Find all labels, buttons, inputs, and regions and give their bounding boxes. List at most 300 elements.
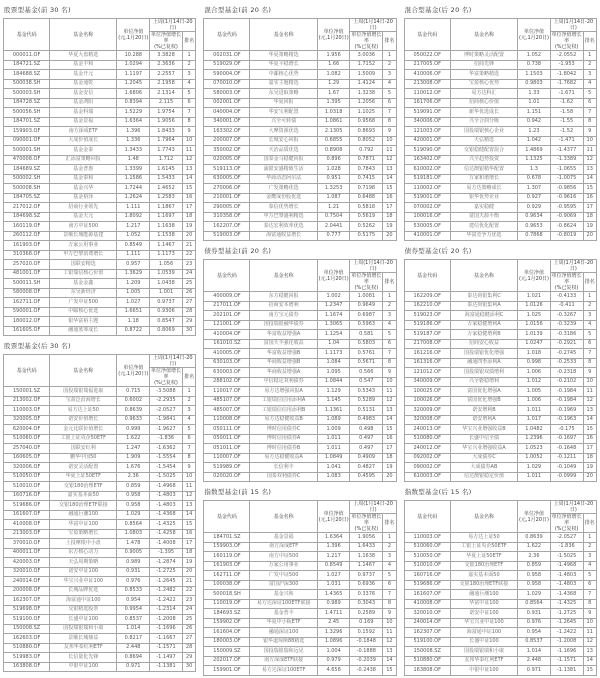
table-row <box>4 89 196 99</box>
unit-nav-cell: 0.9634 <box>518 212 551 222</box>
growth-rate-cell: 0.9649 <box>350 301 383 311</box>
rank-cell: 26 <box>182 288 195 298</box>
fund-name-cell: 融通巨潮100 <box>50 510 117 520</box>
growth-rate-cell: 1.0081 <box>350 292 383 302</box>
fund-code-cell: 630003.OF <box>204 368 250 378</box>
growth-rate-cell: -1.8042 <box>550 70 583 80</box>
rank-cell: 2 <box>583 60 596 70</box>
rank-cell: 17 <box>583 444 596 454</box>
rank-cell: 3 <box>583 311 596 321</box>
fund-code-header: 基金代码 <box>404 19 450 51</box>
fund-name-cell: 华夏平稳增长 <box>250 60 317 70</box>
rank-cell: 2 <box>583 542 596 552</box>
rank-cell: 5 <box>182 89 195 99</box>
fund-code-cell: 510010.OF <box>4 482 50 492</box>
table-row <box>204 136 396 146</box>
fund-name-cell: 华商收益增强B <box>250 358 317 368</box>
fund-code-cell: 240013.OF <box>404 425 450 435</box>
growth-rate-cell: -1.2725 <box>550 609 583 619</box>
fund-code-cell: 162210.OF <box>404 301 450 311</box>
fund-code-cell: 002031.OF <box>204 51 250 61</box>
growth-rate-cell: 1.1538 <box>150 231 183 241</box>
growth-rate-cell: -0.1697 <box>550 434 583 444</box>
rank-cell: 1 <box>182 51 195 61</box>
fund-name-cell: 长信利丰 <box>250 463 317 473</box>
fund-code-cell: 510010.OF <box>404 561 450 571</box>
unit-nav-cell: 1.0139 <box>518 330 551 340</box>
table-row <box>404 434 596 444</box>
growth-rate-cell: 2.1314 <box>150 89 183 99</box>
fund-name-cell: 万家和谐增长 <box>450 174 517 184</box>
rank-cell: 1 <box>583 533 596 543</box>
fund-table <box>203 500 396 676</box>
unit-nav-cell: 1.082 <box>317 70 350 80</box>
fund-code-cell: 161706.OF <box>404 98 450 108</box>
fund-code-cell: 288102.OF <box>204 377 250 387</box>
table-row <box>404 666 596 676</box>
rank-cell: 6 <box>383 339 396 349</box>
growth-rate-cell: -1.55 <box>550 117 583 127</box>
fund-name-cell: 诺安中证100 <box>50 567 117 577</box>
growth-rate-cell: -2.0527 <box>150 406 183 416</box>
unit-nav-cell: 2.36 <box>117 472 150 482</box>
rank-cell: 10 <box>383 136 396 146</box>
unit-nav-cell: 1.042 <box>518 136 551 146</box>
fund-code-cell: 519686.OF <box>404 580 450 590</box>
rank-cell: 8 <box>583 358 596 368</box>
unit-nav-cell: 1.029 <box>518 590 551 600</box>
rank-cell: 29 <box>182 653 195 663</box>
rank-cell: 8 <box>182 453 195 463</box>
table-row <box>4 415 196 425</box>
table-row <box>4 307 196 317</box>
rank-header: 排名 <box>583 32 596 51</box>
fund-name-cell: 基金开元 <box>50 70 117 80</box>
unit-nav-cell: 0.8533 <box>117 586 150 596</box>
unit-nav-cell: 0.8564 <box>518 599 551 609</box>
table-row <box>4 596 196 606</box>
unit-nav-cell: 0.8639 <box>117 406 150 416</box>
fund-name-cell: 景顺长城能源基建 <box>50 231 117 241</box>
unit-nav-cell: 1.029 <box>518 463 551 473</box>
fund-code-cell: 500003.SH <box>4 89 50 99</box>
column-left <box>3 2 196 676</box>
table-row <box>4 548 196 558</box>
fund-name-cell: 诺安增利B <box>450 406 517 416</box>
unit-nav-cell: 1.021 <box>518 292 551 302</box>
fund-name-cell: 融通四季添利A <box>450 358 517 368</box>
rank-cell: 20 <box>583 231 596 241</box>
table-row <box>204 165 396 175</box>
table-row <box>404 51 596 61</box>
fund-code-cell: 350002.OF <box>204 146 250 156</box>
growth-rate-cell: -0.2039 <box>350 656 383 666</box>
unit-nav-cell: 1.247 <box>117 444 150 454</box>
unit-nav-cell: 1.0156 <box>518 320 551 330</box>
growth-rate-cell: 1.7743 <box>150 146 183 156</box>
unit-nav-cell: 0.8217 <box>117 634 150 644</box>
rank-cell: 9 <box>583 127 596 137</box>
growth-rate-cell: -0.1984 <box>550 396 583 406</box>
unit-nav-cell: 0.976 <box>117 577 150 587</box>
rank-cell: 27 <box>182 298 195 308</box>
table-row <box>404 70 596 80</box>
fund-code-cell: 519029.OF <box>204 60 250 70</box>
growth-rate-cell: -1.7682 <box>550 79 583 89</box>
rank-cell: 4 <box>583 561 596 571</box>
growth-rate-cell: 1.0539 <box>150 269 183 279</box>
table-row <box>4 241 196 251</box>
table-row <box>4 396 196 406</box>
fund-name-cell: 大成价值成长 <box>50 136 117 146</box>
growth-rate-cell: -1.62 <box>550 98 583 108</box>
table-row <box>204 396 396 406</box>
fund-table <box>203 259 396 482</box>
fund-code-cell: 510080.OF <box>404 434 450 444</box>
growth-rate-cell: 0.498 <box>350 425 383 435</box>
growth-rate-cell: -1.1696 <box>550 647 583 657</box>
growth-rate-cell: 0.7871 <box>350 155 383 165</box>
growth-rate-cell: -0.9856 <box>550 184 583 194</box>
fund-name-cell: 基金安信 <box>50 89 117 99</box>
rank-cell: 11 <box>583 387 596 397</box>
fund-code-cell: 184689.SZ <box>4 165 50 175</box>
fund-name-cell: 南方中证500 <box>50 222 117 232</box>
table-row <box>4 174 196 184</box>
fund-name-cell: 富国天丰强化收益 <box>250 339 317 349</box>
growth-rate-cell: 0.8693 <box>350 127 383 137</box>
unit-nav-cell: 1.1674 <box>317 311 350 321</box>
growth-rate-header: 单位净值增长率 (%已复权) <box>351 32 382 50</box>
rank-cell: 9 <box>583 368 596 378</box>
growth-rate-cell: 1.5433 <box>150 174 183 184</box>
fund-name-cell: 易方达策略成长 <box>450 184 517 194</box>
table-row <box>4 491 196 501</box>
unit-nav-cell: 1.676 <box>117 463 150 473</box>
growth-rate-cell: 0.5262 <box>350 222 383 232</box>
unit-nav-cell: 1.6364 <box>117 117 150 127</box>
rank-cell: 15 <box>583 425 596 435</box>
fund-code-cell: 163808.OF <box>404 666 450 676</box>
growth-rate-cell: -0.8624 <box>550 222 583 232</box>
fund-name-cell: 博时信用债券C <box>250 425 317 435</box>
fund-name-cell: 诺安灵活配置 <box>50 463 117 473</box>
rank-cell: 4 <box>182 415 195 425</box>
fund-code-cell: 161010.SZ <box>204 339 250 349</box>
growth-rate-cell: -1.2008 <box>150 615 183 625</box>
fund-code-cell: 519181.OF <box>404 174 450 184</box>
unit-nav-cell: 1.4365 <box>317 590 350 600</box>
growth-rate-cell: 0.4909 <box>350 453 383 463</box>
rank-cell: 11 <box>583 146 596 156</box>
fund-code-cell: 150009.SZ <box>204 647 250 657</box>
fund-name-cell: 交银180治理ETF <box>50 482 117 492</box>
unit-nav-cell: 0.958 <box>117 501 150 511</box>
section-title: 股票型基金(前 30 名) <box>4 6 71 14</box>
fund-name-cell: 宝盈核心优势 <box>450 79 517 89</box>
rank-cell: 13 <box>583 165 596 175</box>
growth-rate-cell: 0.4827 <box>350 463 383 473</box>
table-row <box>404 311 596 321</box>
fund-code-cell: 162711.OF <box>204 571 250 581</box>
growth-rate-cell: -0.3186 <box>550 330 583 340</box>
unit-nav-cell: 0.8722 <box>117 326 150 336</box>
rank-cell: 22 <box>182 250 195 260</box>
unit-nav-cell: 1.0318 <box>317 108 350 118</box>
fund-code-cell: 163302.OF <box>204 127 250 137</box>
fund-name-cell: 东方稳健回报 <box>250 292 317 302</box>
table-row <box>204 472 396 482</box>
table-row <box>404 339 596 349</box>
table-row <box>404 590 596 600</box>
fund-code-cell: 110002.OF <box>404 184 450 194</box>
rank-cell: 13 <box>182 165 195 175</box>
fund-name-cell: 招商先锋 <box>450 60 517 70</box>
fund-code-header: 基金代码 <box>204 501 250 533</box>
section-bond-top <box>203 246 396 482</box>
fund-code-cell: 519001.OF <box>404 193 450 203</box>
fund-name-cell: 招商核心价值 <box>450 98 517 108</box>
rank-cell: 3 <box>383 552 396 562</box>
unit-nav-cell: 1.01 <box>518 98 551 108</box>
growth-rate-cell: -1.9841 <box>150 415 183 425</box>
fund-code-cell: 070010.OF <box>204 79 250 89</box>
growth-rate-cell: -1.1667 <box>150 634 183 644</box>
growth-rate-cell: -0.1888 <box>350 647 383 657</box>
rank-cell: 11 <box>182 146 195 156</box>
fund-code-cell: 519090.OF <box>404 146 450 156</box>
growth-rate-cell: 1.4652 <box>150 184 183 194</box>
fund-code-cell: 161604.OF <box>204 628 250 638</box>
growth-rate-cell: 0.7843 <box>350 165 383 175</box>
unit-nav-cell: 1.3 <box>518 165 551 175</box>
fund-code-cell: 160119.OF <box>204 552 250 562</box>
table-row <box>4 212 196 222</box>
table-row <box>204 349 396 359</box>
section-stock-top <box>3 5 196 336</box>
fund-code-cell: 410005.OF <box>204 349 250 359</box>
growth-rate-cell: 0.5761 <box>350 349 383 359</box>
table-row <box>4 136 196 146</box>
table-row <box>404 320 596 330</box>
fund-code-cell: 580008.OF <box>4 288 50 298</box>
growth-rate-header: 单位净值增长率 (%已复权) <box>551 273 582 291</box>
fund-code-cell: 320009.OF <box>404 406 450 416</box>
fund-name-cell: 博时信用债券A <box>250 434 317 444</box>
rank-cell: 14 <box>182 174 195 184</box>
growth-rate-cell: -3.5088 <box>150 387 183 397</box>
table-row <box>204 60 396 70</box>
fund-name-cell: 金鹰成份股优选 <box>250 193 317 203</box>
unit-nav-cell: 1.014 <box>518 647 551 657</box>
table-row <box>4 624 196 634</box>
fund-name-cell: 华富中证100 <box>450 599 517 609</box>
fund-code-cell: 270006.OF <box>204 184 250 194</box>
table-row <box>204 51 396 61</box>
growth-rate-cell: 0.8069 <box>150 326 183 336</box>
rank-cell: 6 <box>182 98 195 108</box>
rank-cell: 11 <box>383 387 396 397</box>
fund-code-cell: 217005.OF <box>404 60 450 70</box>
growth-rate-header: 单位净值增长率 (%已复权) <box>351 273 382 291</box>
rank-cell: 19 <box>383 463 396 473</box>
unit-nav-cell: 1.005 <box>518 387 551 397</box>
fund-table <box>203 18 396 241</box>
unit-nav-cell: 1.0803 <box>117 529 150 539</box>
fund-code-cell: 150001.SZ <box>4 387 50 397</box>
fund-code-cell: 020020.OF <box>204 472 250 482</box>
fund-name-cell: 富国优化增强A <box>450 387 517 397</box>
rank-cell: 8 <box>583 599 596 609</box>
rank-cell: 4 <box>383 320 396 330</box>
rank-cell: 11 <box>182 482 195 492</box>
growth-rate-cell: -1.4803 <box>550 571 583 581</box>
table-row <box>4 250 196 260</box>
fund-name-cell: 华夏回报 <box>250 98 317 108</box>
table-header-row <box>4 19 196 32</box>
fund-code-cell: 510060.OF <box>4 434 50 444</box>
rank-cell: 11 <box>383 146 396 156</box>
rank-cell: 13 <box>383 647 396 657</box>
unit-nav-cell: 2.0441 <box>317 222 350 232</box>
growth-rate-cell: -1.52 <box>550 127 583 137</box>
fund-name-cell: 易方达稳健收益A <box>250 453 317 463</box>
fund-name-cell: 东方核心动力 <box>50 548 117 558</box>
rank-cell: 5 <box>583 89 596 99</box>
fund-code-cell: 100025.OF <box>404 387 450 397</box>
growth-rate-cell: -0.2921 <box>550 339 583 349</box>
unit-nav-cell: 0.9653 <box>518 222 551 232</box>
section-title: 混合型基金(前 20 名) <box>204 6 272 14</box>
table-row <box>4 51 196 61</box>
fund-code-cell: 100016.OF <box>404 212 450 222</box>
growth-rate-cell: -1.58 <box>550 108 583 118</box>
unit-nav-cell: 0.999 <box>117 425 150 435</box>
unit-nav-cell: 1.0896 <box>317 637 350 647</box>
unit-nav-cell: 1.087 <box>317 193 350 203</box>
rank-cell: 16 <box>182 529 195 539</box>
growth-rate-cell: -0.0999 <box>550 472 583 482</box>
rank-header: 排名 <box>383 273 396 292</box>
fund-name-cell: 易方达增强回报A <box>250 387 317 397</box>
fund-name-cell: 宝盈泛沿海增长 <box>50 396 117 406</box>
unit-nav-header: 单位净值 (元,1月20日) <box>317 19 350 51</box>
unit-nav-cell: 0.976 <box>518 618 551 628</box>
fund-code-cell: 184705.SZ <box>4 193 50 203</box>
growth-rate-cell: 2.115 <box>150 98 183 108</box>
fund-code-cell: 090001.OF <box>4 136 50 146</box>
table-row <box>4 60 196 70</box>
rank-cell: 6 <box>383 580 396 590</box>
fund-code-cell: 110003.OF <box>4 406 50 416</box>
rank-cell: 16 <box>383 434 396 444</box>
rank-cell: 2 <box>383 301 396 311</box>
fund-code-cell: 184721.SZ <box>4 60 50 70</box>
table-row <box>204 311 396 321</box>
rank-cell: 9 <box>383 127 396 137</box>
unit-nav-cell: 0.954 <box>117 596 150 606</box>
fund-name-cell: 华富收益增强A <box>250 330 317 340</box>
unit-nav-cell: 1.1586 <box>117 174 150 184</box>
table-row <box>4 539 196 549</box>
unit-nav-cell: 0.971 <box>518 666 551 676</box>
fund-name-cell: 泰达宏利效率优选 <box>250 222 317 232</box>
rank-cell: 18 <box>383 212 396 222</box>
fund-name-cell: 国投瑞银优化增强 <box>450 349 517 359</box>
table-row <box>204 561 396 571</box>
fund-name-cell: 博时策略灵活配置 <box>450 51 517 61</box>
table-row <box>404 396 596 406</box>
rank-cell: 27 <box>182 634 195 644</box>
unit-nav-cell: 1.0126 <box>518 301 551 311</box>
table-row <box>404 89 596 99</box>
table-row <box>204 666 396 676</box>
rank-cell: 12 <box>383 637 396 647</box>
unit-nav-cell: 1.012 <box>518 377 551 387</box>
rank-cell: 10 <box>383 618 396 628</box>
growth-rate-cell: 1.2056 <box>350 98 383 108</box>
last-week-header: 上周(1月14日-20日) <box>550 19 596 32</box>
last-week-header: 上周(1月14日-20日) <box>350 501 396 514</box>
fund-code-cell: 184701.SZ <box>4 117 50 127</box>
fund-code-cell: 160716.OF <box>4 491 50 501</box>
fund-name-cell: 万家稳健增利B <box>450 330 517 340</box>
table-row <box>4 615 196 625</box>
growth-rate-cell: 1.9056 <box>150 117 183 127</box>
table-row <box>404 60 596 70</box>
growth-rate-cell: 1.1867 <box>150 203 183 213</box>
unit-nav-cell: 0.777 <box>317 231 350 241</box>
growth-rate-cell: -1.2725 <box>150 567 183 577</box>
rank-cell: 16 <box>383 193 396 203</box>
fund-table <box>3 354 196 672</box>
fund-code-cell: 500002.SH <box>4 174 50 184</box>
fund-name-cell: 长盛中信全债 <box>450 434 517 444</box>
rank-cell: 2 <box>182 60 195 70</box>
growth-rate-cell: 3.3828 <box>150 51 183 61</box>
rank-cell: 10 <box>182 472 195 482</box>
unit-nav-cell: 1.011 <box>317 434 350 444</box>
fund-name-cell: 国投瑞银瑞福进取 <box>50 387 117 397</box>
fund-name-cell: 广发中证500 <box>50 298 117 308</box>
fund-name-cell: 基金科瑞 <box>50 108 117 118</box>
rank-cell: 17 <box>583 203 596 213</box>
fund-name-cell: 基金裕泽 <box>50 193 117 203</box>
fund-code-cell: 162209.OF <box>404 292 450 302</box>
rank-header: 排名 <box>583 514 596 533</box>
unit-nav-cell: 1.3433 <box>117 146 150 156</box>
unit-nav-cell: 1.6364 <box>317 533 350 543</box>
growth-rate-cell: -1.836 <box>150 434 183 444</box>
fund-code-cell: 121003.OF <box>404 127 450 137</box>
fund-name-cell: 海富通中证100 <box>450 628 517 638</box>
unit-nav-cell: 0.927 <box>518 193 551 203</box>
growth-rate-cell: -2.0527 <box>550 533 583 543</box>
unit-nav-cell: 1.209 <box>117 279 150 289</box>
table-row <box>204 89 396 99</box>
unit-nav-cell: 1.1361 <box>317 406 350 416</box>
fund-name-cell: 申万巴黎消费增长 <box>50 250 117 260</box>
unit-nav-cell: 1.006 <box>518 368 551 378</box>
unit-nav-cell: 1.0844 <box>317 377 350 387</box>
fund-code-cell: 485107.OF <box>204 396 250 406</box>
fund-code-cell: 320010.OF <box>4 567 50 577</box>
fund-code-cell: 519100.OF <box>4 615 50 625</box>
rank-cell: 23 <box>182 596 195 606</box>
table-row <box>4 653 196 663</box>
rank-cell: 14 <box>383 656 396 666</box>
table-row <box>4 146 196 156</box>
